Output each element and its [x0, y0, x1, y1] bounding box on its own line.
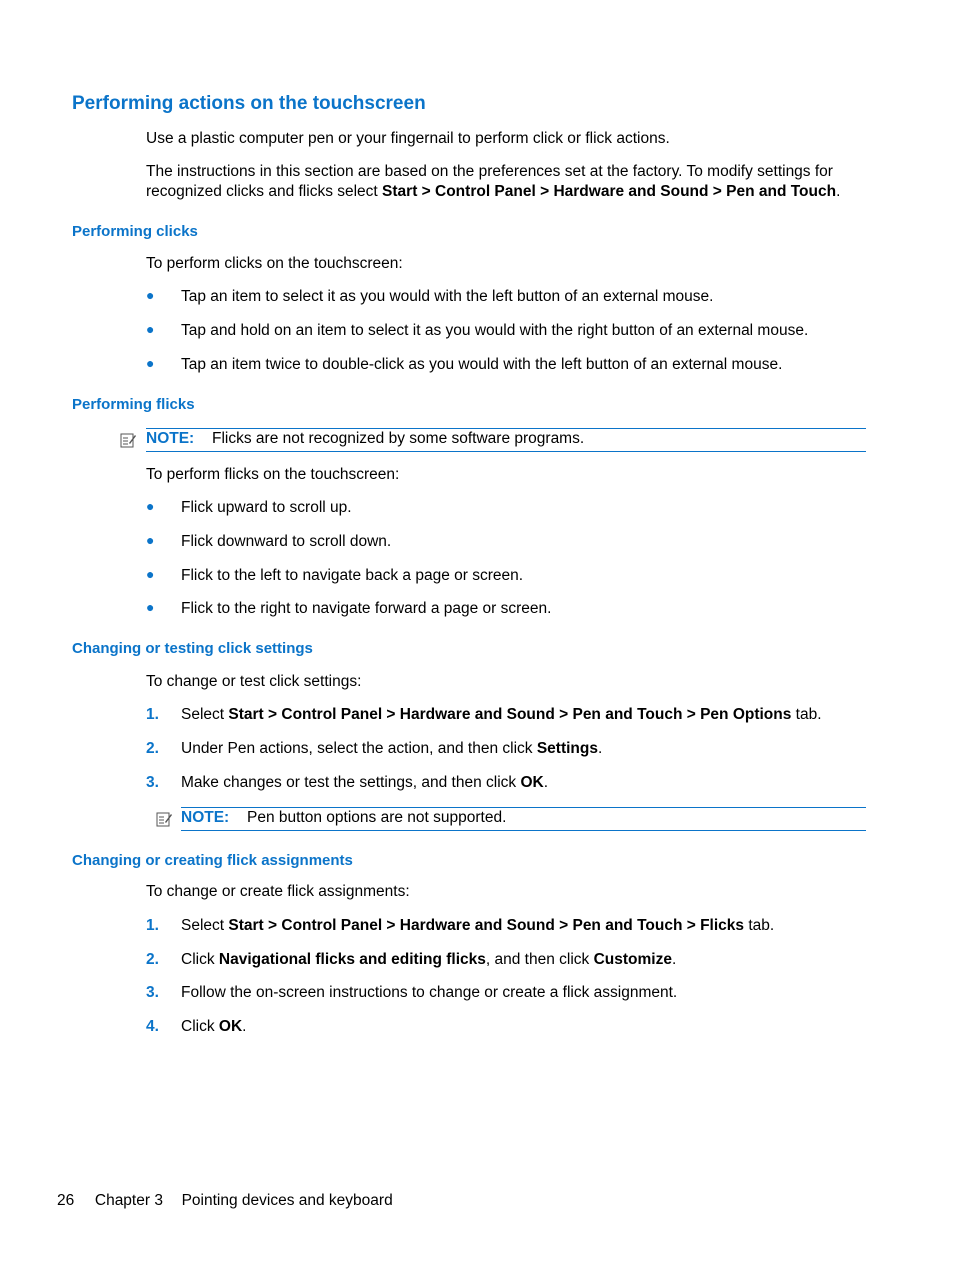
- note-label: NOTE:: [146, 430, 195, 447]
- clicks-lead: To perform clicks on the touchscreen:: [146, 255, 403, 272]
- bullet-icon: ●: [146, 532, 155, 548]
- bullet-icon: ●: [146, 566, 155, 582]
- note-label: NOTE:: [181, 809, 230, 826]
- intro-paragraph-2-line-1: The instructions in this section are based on the preferences set at the factory. To modify settings for: [146, 163, 833, 180]
- page-title: Performing actions on the touchscreen: [72, 93, 426, 114]
- bullet-icon: ●: [146, 321, 155, 337]
- flicks-lead: To perform flicks on the touchscreen:: [146, 466, 400, 483]
- section-heading-clicks: Performing clicks: [72, 223, 198, 240]
- page-number: 26: [57, 1192, 75, 1209]
- note-box-flicks: [146, 428, 866, 452]
- intro-paragraph-2-line-2: recognized clicks and flicks select Start > Control Panel > Hardware and Sound > Pen and Touch.: [146, 183, 841, 200]
- page-footer: [57, 1192, 393, 1210]
- intro-paragraph-1: Use a plastic computer pen or your fingernail to perform click or flick actions.: [146, 130, 670, 147]
- section-heading-click-settings: Changing or testing click settings: [72, 640, 313, 657]
- note-text: Pen button options are not supported.: [247, 809, 507, 826]
- note-box-pen-button: [181, 807, 866, 831]
- bullet-icon: ●: [146, 498, 155, 514]
- click-settings-lead: To change or test click settings:: [146, 673, 362, 690]
- chapter-label: Chapter 3: [94, 1192, 163, 1209]
- section-heading-flick-assignments: Changing or creating flick assignments: [72, 852, 353, 869]
- chapter-title: Pointing devices and keyboard: [181, 1192, 393, 1209]
- section-heading-flicks: Performing flicks: [72, 396, 195, 413]
- note-pencil-icon: [119, 431, 137, 454]
- note-text: Flicks are not recognized by some software programs.: [212, 430, 585, 447]
- bullet-icon: ●: [146, 355, 155, 371]
- bullet-icon: ●: [146, 599, 155, 615]
- bullet-icon: ●: [146, 287, 155, 303]
- note-pencil-icon: [155, 810, 173, 833]
- flick-assign-lead: To change or create flick assignments:: [146, 883, 410, 900]
